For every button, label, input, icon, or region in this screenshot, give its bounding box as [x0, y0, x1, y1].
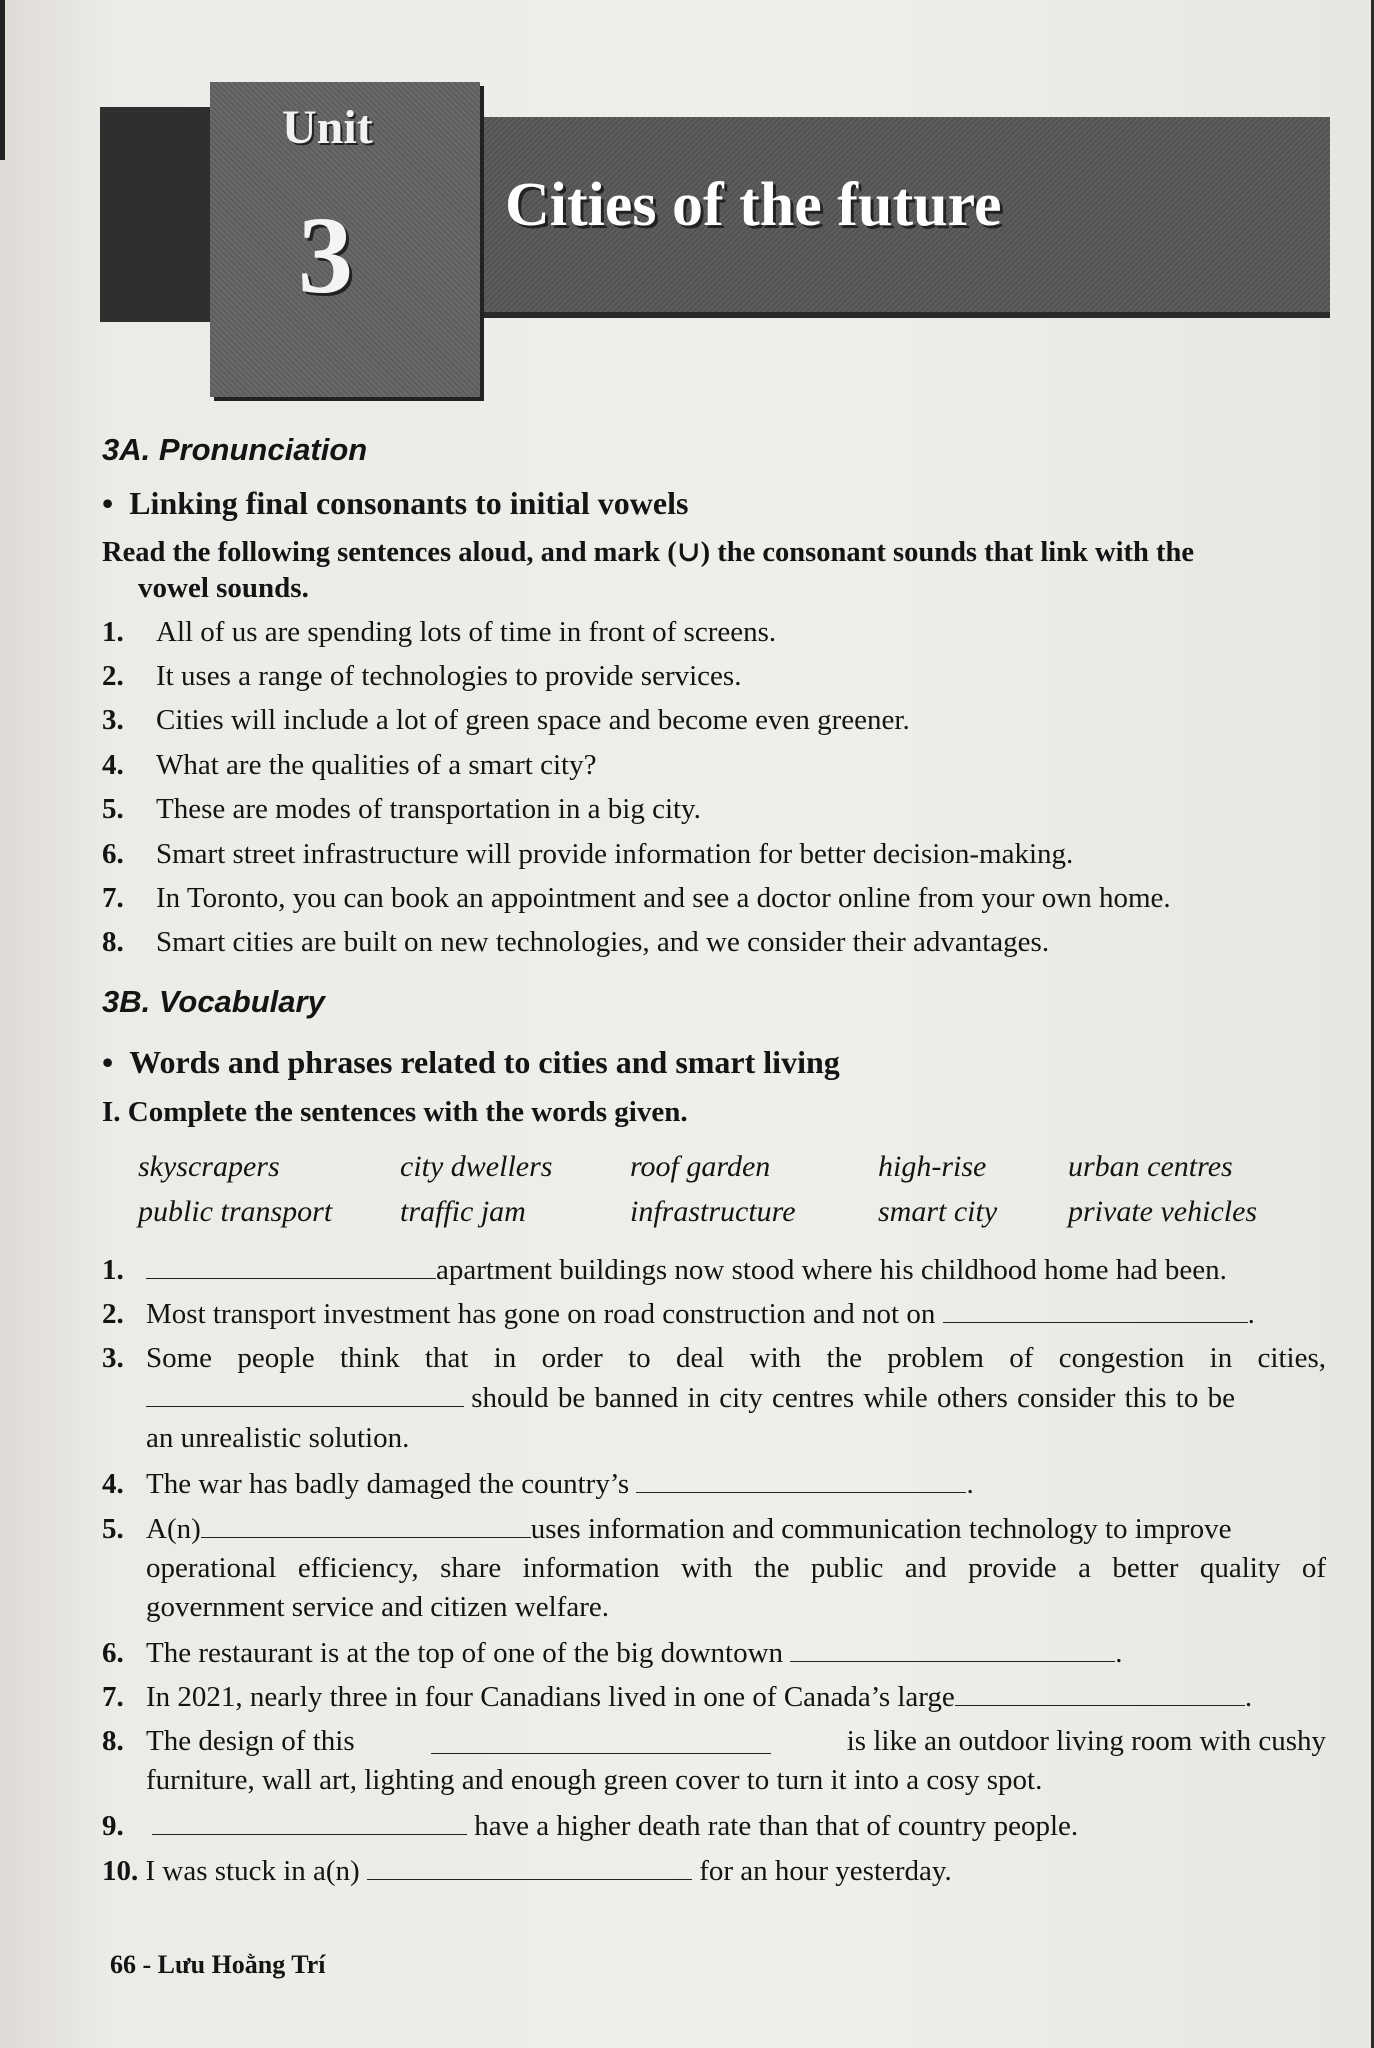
question-2: [146, 1298, 1255, 1331]
word-bank-item: high-rise: [878, 1150, 987, 1183]
item-number: 7.: [102, 882, 124, 914]
section-3b-heading: 3B. Vocabulary: [102, 984, 325, 1019]
question-number: 2.: [102, 1298, 124, 1330]
question-text: uses information and communication technology to improve: [530, 1513, 1232, 1545]
pronunciation-item: Smart cities are built on new technologies, and we consider their advantages.: [156, 926, 1050, 958]
question-number: 10.: [102, 1855, 139, 1887]
word-bank-item: city dwellers: [400, 1150, 553, 1183]
bullet-text: Words and phrases related to cities and smart living: [129, 1044, 840, 1080]
question-number: 6.: [102, 1637, 124, 1669]
punctuation: .: [966, 1468, 974, 1500]
question-5-line2: operational efficiency, share information with the public and provide a better quality of: [146, 1552, 1326, 1584]
question-number: 8.: [102, 1725, 124, 1757]
question-text: Most transport investment has gone on road construction and not on: [146, 1298, 936, 1330]
answer-blank[interactable]: [146, 1256, 436, 1279]
question-text: for an hour yesterday.: [699, 1855, 952, 1887]
word-bank-item: public transport: [138, 1195, 333, 1228]
question-text: The design of this: [146, 1725, 355, 1757]
question-text: The war has badly damaged the country’s: [146, 1468, 630, 1500]
question-8-line2: furniture, wall art, lighting and enough green cover to turn it into a cosy spot.: [146, 1764, 1043, 1796]
pronunciation-item: These are modes of transportation in a big city.: [156, 793, 701, 825]
answer-blank[interactable]: [790, 1639, 1115, 1662]
question-number: 7.: [102, 1681, 124, 1713]
bullet-icon: •: [102, 1044, 114, 1080]
item-number: 6.: [102, 838, 124, 870]
instruction-line1: Read the following sentences aloud, and mark (∪) the consonant sounds that link with the: [102, 537, 1194, 568]
answer-blank[interactable]: [431, 1731, 771, 1754]
word-bank-item: private vehicles: [1068, 1195, 1258, 1228]
question-4: [146, 1468, 974, 1501]
question-5-line3: government service and citizen welfare.: [146, 1591, 609, 1623]
question-text: should be banned in city centres while others consider this to be: [471, 1382, 1235, 1414]
pronunciation-item: Smart street infrastructure will provide information for better decision-making.: [156, 838, 1074, 870]
question-1: [146, 1254, 1227, 1287]
item-number: 4.: [102, 749, 124, 781]
question-9: [152, 1810, 1078, 1843]
question-number: 3.: [102, 1342, 124, 1374]
punctuation: .: [1247, 1298, 1255, 1330]
question-text: have a higher death rate than that of country people.: [474, 1810, 1079, 1842]
answer-blank[interactable]: [636, 1470, 966, 1493]
answer-blank[interactable]: [201, 1515, 531, 1538]
pronunciation-item: Cities will include a lot of green space and become even greener.: [156, 704, 910, 736]
punctuation: .: [1244, 1681, 1253, 1713]
item-number: 3.: [102, 704, 124, 736]
section-3a-heading: 3A. Pronunciation: [102, 432, 368, 467]
question-10: [102, 1855, 952, 1888]
question-text: apartment buildings now stood where his childhood home had been.: [436, 1254, 1227, 1286]
question-6: [146, 1637, 1123, 1670]
word-bank-item: roof garden: [630, 1150, 771, 1183]
question-text: The restaurant is at the top of one of the big downtown: [146, 1637, 784, 1669]
answer-blank[interactable]: [152, 1812, 467, 1835]
word-bank-item: skyscrapers: [138, 1150, 280, 1183]
question-3-line1: Some people think that in order to deal with the problem of congestion in cities,: [146, 1342, 1326, 1374]
punctuation: .: [1115, 1637, 1123, 1669]
question-number: 5.: [102, 1513, 124, 1545]
instruction-line2: vowel sounds.: [138, 572, 309, 604]
vocab-instruction: I. Complete the sentences with the words given.: [102, 1096, 688, 1128]
page-footer: 66 - Lưu Hoằng Trí: [110, 1950, 326, 1979]
item-number: 1.: [102, 616, 124, 648]
question-text: is like an outdoor living room with cushy: [846, 1725, 1326, 1757]
pronunciation-item: It uses a range of technologies to provide services.: [156, 660, 742, 692]
answer-blank[interactable]: [367, 1857, 692, 1880]
pronunciation-item: In Toronto, you can book an appointment and see a doctor online from your own home.: [156, 882, 1171, 914]
question-5: [146, 1513, 1231, 1546]
pronunciation-item: What are the qualities of a smart city?: [156, 749, 597, 781]
word-bank-item: smart city: [878, 1195, 998, 1228]
question-number: 9.: [102, 1810, 124, 1842]
question-number: 1.: [102, 1254, 124, 1286]
word-bank-item: urban centres: [1068, 1150, 1233, 1183]
question-text: In 2021, nearly three in four Canadians lived in one of Canada’s large: [146, 1681, 955, 1713]
banner-back-block: [100, 107, 225, 322]
bullet-icon: •: [102, 485, 114, 521]
question-text: I was stuck in a(n): [145, 1855, 360, 1887]
question-7: [146, 1681, 1252, 1714]
question-3-line2: [146, 1382, 1235, 1415]
word-bank-item: traffic jam: [400, 1195, 526, 1228]
unit-number: 3: [298, 194, 353, 316]
item-number: 5.: [102, 793, 124, 825]
answer-blank[interactable]: [955, 1683, 1245, 1706]
unit-banner: [100, 82, 1340, 402]
item-number: 2.: [102, 660, 124, 692]
question-text: A(n): [146, 1513, 201, 1545]
answer-blank[interactable]: [943, 1300, 1248, 1323]
question-3-line3: an unrealistic solution.: [146, 1422, 410, 1454]
question-8: [146, 1725, 1326, 1758]
unit-title: Cities of the future: [505, 171, 1002, 239]
question-number: 4.: [102, 1468, 124, 1500]
answer-blank[interactable]: [146, 1384, 464, 1407]
pronunciation-item: All of us are spending lots of time in front of screens.: [156, 616, 777, 648]
scan-edge-left: [0, 0, 5, 160]
item-number: 8.: [102, 926, 124, 958]
section-3b-bullet: [102, 1044, 840, 1081]
bullet-text: Linking final consonants to initial vowels: [129, 485, 689, 521]
section-3a-bullet: [102, 485, 688, 522]
unit-label: Unit: [282, 101, 373, 154]
word-bank-item: infrastructure: [630, 1195, 796, 1228]
